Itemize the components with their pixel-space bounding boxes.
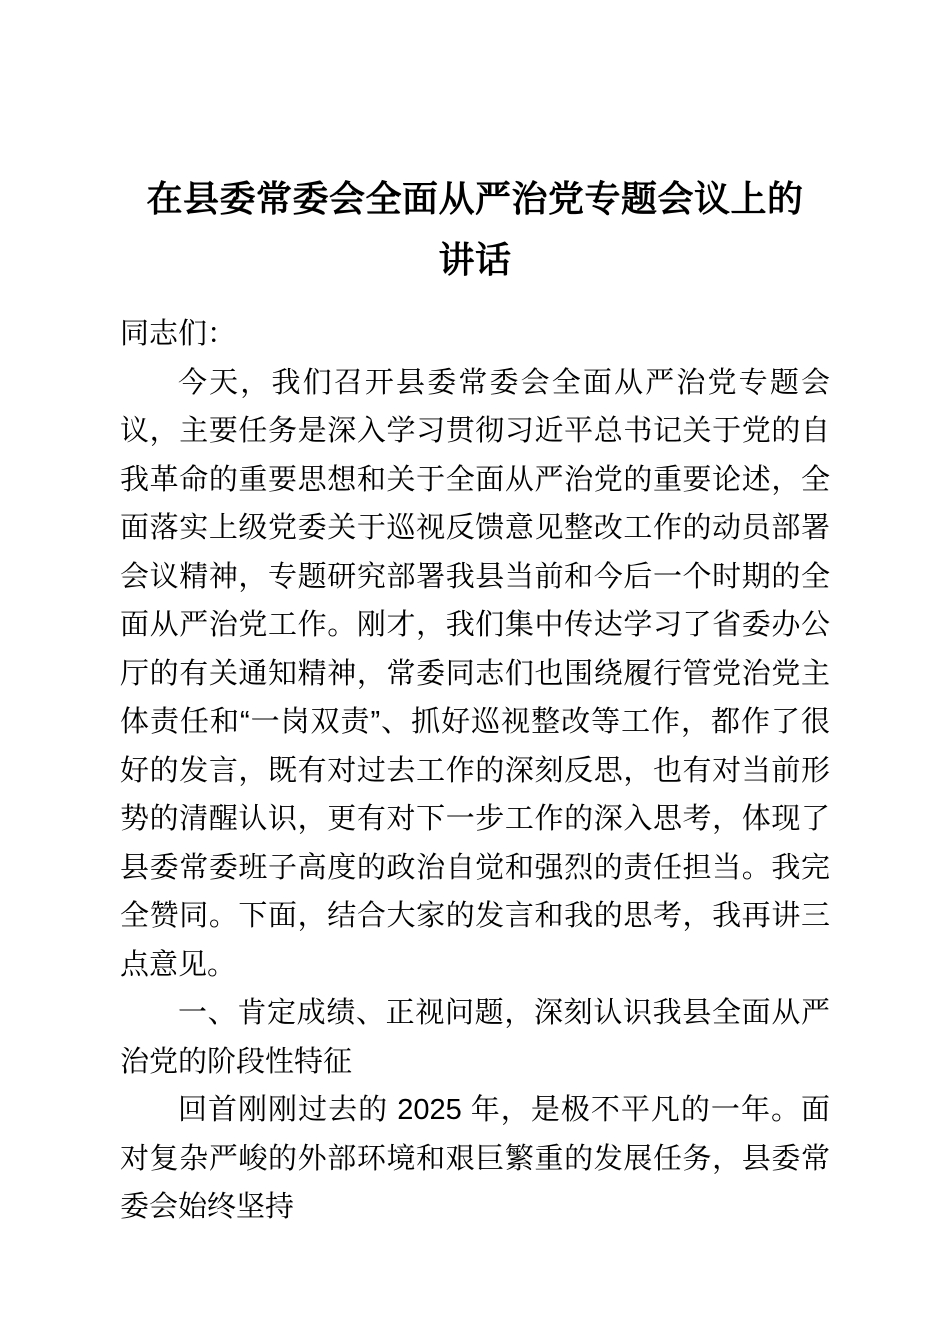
salutation: 同志们： (120, 318, 237, 350)
document-content (120, 168, 830, 1232)
title-line-1: 在县委常委会全面从严治党专题会议上的 (146, 178, 804, 219)
page-title (120, 168, 830, 290)
title-line-2: 讲话 (438, 239, 512, 280)
paragraph-opening: 今天，我们召开县委常委会全面从严治党专题会议，主要任务是深入学习贯彻习近平总书记关于党的自我革命的重要思想和关于全面从严治党的重要论述，全面落实上级党委关于巡视反馈意见整改工作的动员部署会议精神，专题研究部署我县当前和今后一个时期的全面从严治党工作。刚才，我们集中传达学习了省委办公厅的有关通知精神，常委同志们也围绕履行管党治党主体责任和“一岗双责”、抓好巡视整改等工作，都作了很好的发言，既有对过去工作的深刻反思，也有对当前形势的清醒认识，更有对下一步工作的深入思考，体现了县委常委班子高度的政治自觉和强烈的责任担当。我完全赞同。下面，结合大家的发言和我的思考，我再讲三点意见。 (120, 366, 830, 981)
section-heading-one: 一、肯定成绩、正视问题，深刻认识我县全面从严治党的阶段性特征 (120, 997, 830, 1078)
paragraph-section-one-body: 回首刚刚过去的 2025 年，是极不平凡的一年。面对复杂严峻的外部环境和艰巨繁重的发展任务，县委常委会始终坚持 (120, 1094, 830, 1223)
